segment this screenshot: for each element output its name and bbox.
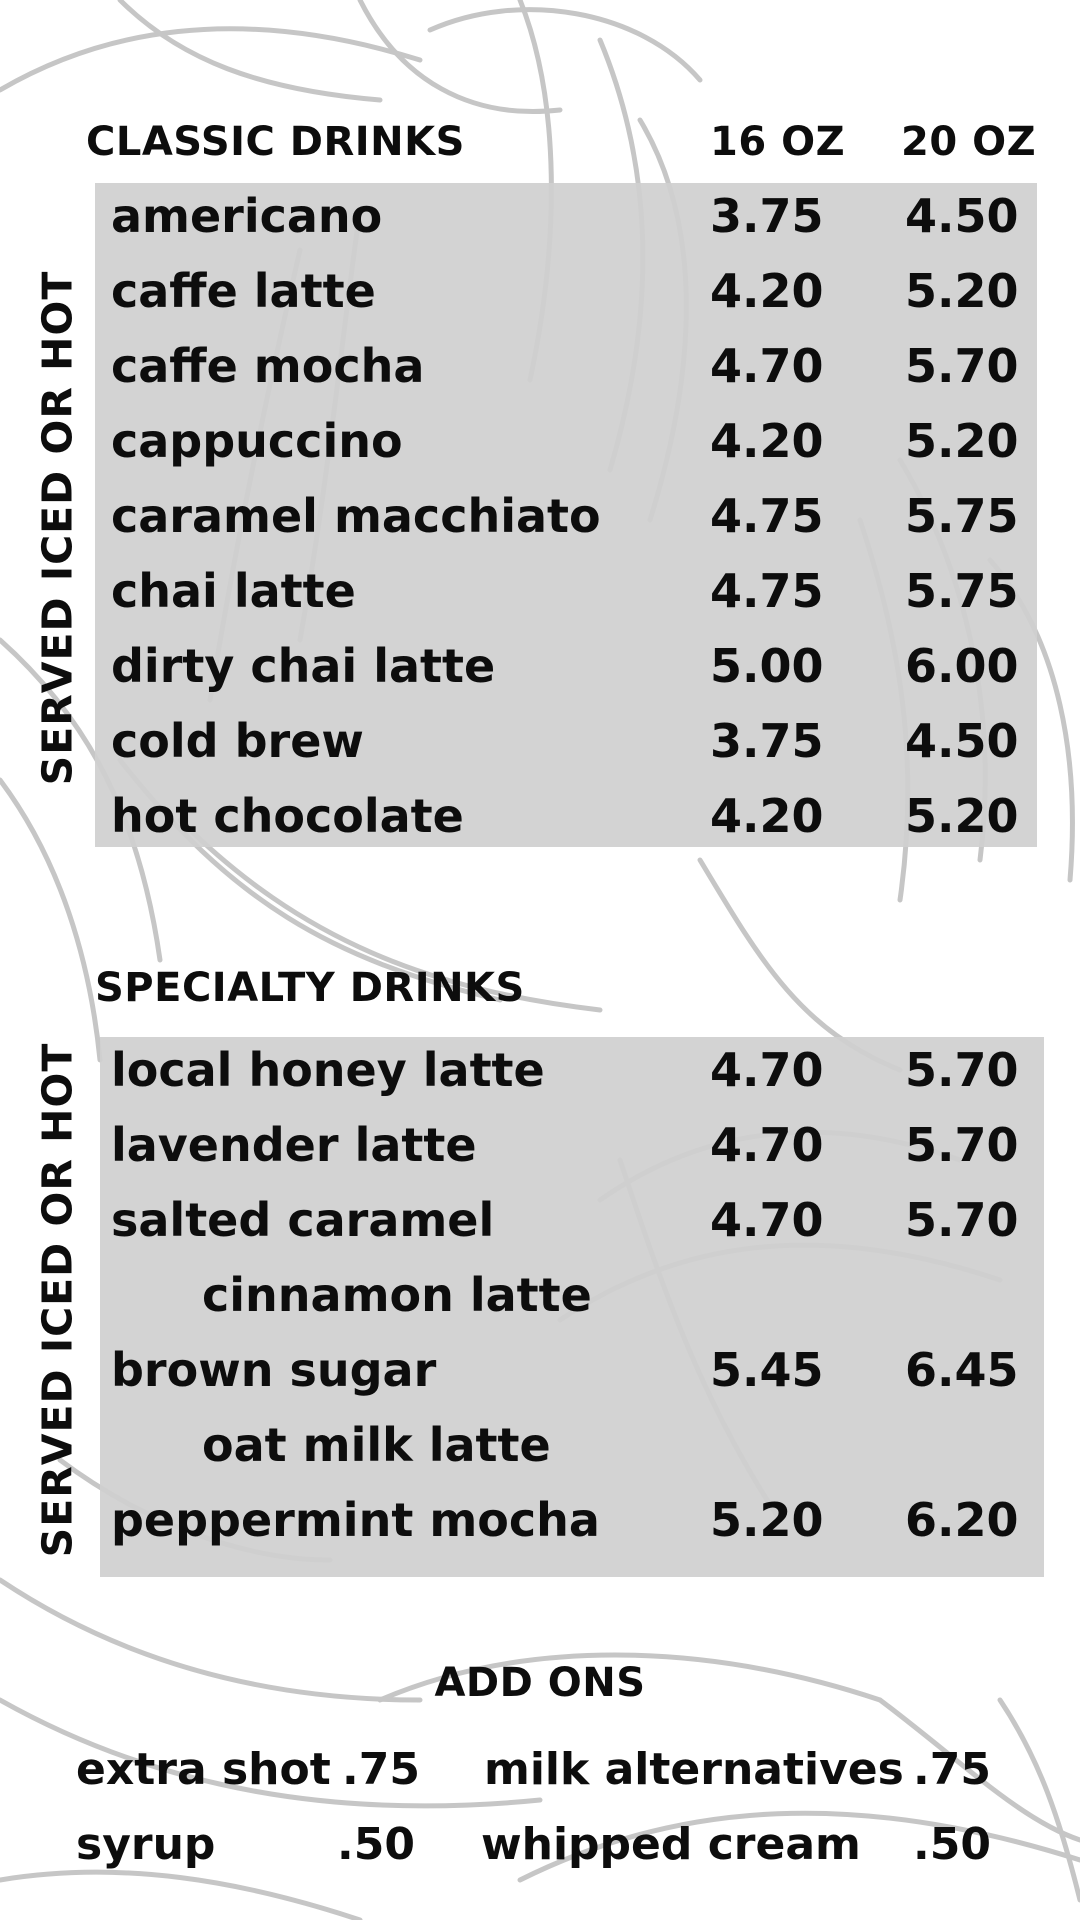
menu-item-name: lavender latte xyxy=(111,1118,477,1172)
menu-item-name: caffe latte xyxy=(111,264,376,318)
menu-item-price-20oz: 5.20 xyxy=(905,789,1019,843)
menu-item-price-16oz: 4.20 xyxy=(710,789,824,843)
menu-item-price-16oz: 4.70 xyxy=(710,1043,824,1097)
menu-item-name: chai latte xyxy=(111,564,356,618)
column-header-16oz: 16 OZ xyxy=(710,119,846,165)
menu-item-price-16oz: 5.45 xyxy=(710,1343,824,1397)
menu-item-name: cappuccino xyxy=(111,414,403,468)
menu-item-price-16oz: 5.00 xyxy=(710,639,824,693)
menu-item-name: hot chocolate xyxy=(111,789,464,843)
addon-price: .50 xyxy=(337,1819,415,1870)
menu-item-price-16oz: 4.20 xyxy=(710,414,824,468)
menu-item-price-16oz: 4.75 xyxy=(710,489,824,543)
menu-item-price-16oz: 3.75 xyxy=(710,714,824,768)
menu-item-price-20oz: 4.50 xyxy=(905,189,1019,243)
menu-item-price-20oz: 5.75 xyxy=(905,564,1019,618)
menu-item-price-16oz: 3.75 xyxy=(710,189,824,243)
column-header-20oz: 20 OZ xyxy=(901,119,1037,165)
menu-item-name-continued: cinnamon latte xyxy=(202,1268,592,1322)
menu-item-price-16oz: 4.20 xyxy=(710,264,824,318)
addon-price: .50 xyxy=(913,1819,991,1870)
menu-item-price-16oz: 5.20 xyxy=(710,1493,824,1547)
menu-item-price-20oz: 5.70 xyxy=(905,1043,1019,1097)
classic-served-label: SERVED ICED OR HOT xyxy=(33,270,82,786)
addon-name: milk alternatives xyxy=(484,1744,904,1795)
specialty-served-label: SERVED ICED OR HOT xyxy=(33,1042,82,1558)
menu-item-price-20oz: 5.75 xyxy=(905,489,1019,543)
menu-item-price-16oz: 4.70 xyxy=(710,1118,824,1172)
menu-item-name: peppermint mocha xyxy=(111,1493,600,1547)
menu-item-name: caramel macchiato xyxy=(111,489,601,543)
specialty-drinks-title: SPECIALTY DRINKS xyxy=(95,965,525,1011)
addon-price: .75 xyxy=(342,1744,420,1795)
menu-item-price-20oz: 6.45 xyxy=(905,1343,1019,1397)
menu-item-price-16oz: 4.75 xyxy=(710,564,824,618)
menu-item-name: caffe mocha xyxy=(111,339,425,393)
menu-item-price-20oz: 5.20 xyxy=(905,414,1019,468)
menu-item-price-20oz: 6.20 xyxy=(905,1493,1019,1547)
menu-item-name: salted caramel xyxy=(111,1193,495,1247)
menu-item-price-20oz: 5.20 xyxy=(905,264,1019,318)
menu-item-name: cold brew xyxy=(111,714,364,768)
menu-item-price-20oz: 5.70 xyxy=(905,339,1019,393)
menu-item-price-16oz: 4.70 xyxy=(710,1193,824,1247)
menu-item-price-16oz: 4.70 xyxy=(710,339,824,393)
add-ons-title: ADD ONS xyxy=(434,1660,646,1706)
menu-item-name-continued: oat milk latte xyxy=(202,1418,551,1472)
addon-name: whipped cream xyxy=(481,1819,861,1870)
menu-item-name: dirty chai latte xyxy=(111,639,496,693)
menu-item-name: americano xyxy=(111,189,383,243)
menu-item-price-20oz: 6.00 xyxy=(905,639,1019,693)
addon-price: .75 xyxy=(913,1744,991,1795)
addon-name: syrup xyxy=(76,1819,216,1870)
menu-item-price-20oz: 5.70 xyxy=(905,1193,1019,1247)
menu-item-price-20oz: 4.50 xyxy=(905,714,1019,768)
menu-item-name: brown sugar xyxy=(111,1343,437,1397)
addon-name: extra shot xyxy=(76,1744,331,1795)
menu-item-price-20oz: 5.70 xyxy=(905,1118,1019,1172)
menu-item-name: local honey latte xyxy=(111,1043,545,1097)
classic-drinks-title: CLASSIC DRINKS xyxy=(86,119,465,165)
